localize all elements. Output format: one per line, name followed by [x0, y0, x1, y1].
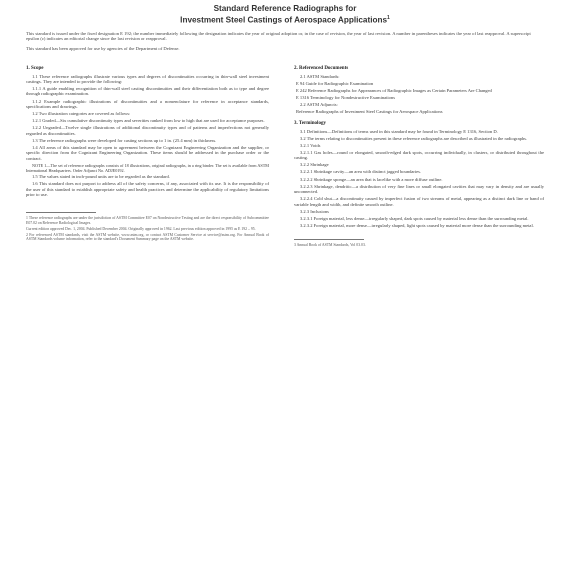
- paragraph: 1.3 The reference radiographs were developed for casting sections up to 1 in. (25.4 mm) in thickness.: [32, 137, 217, 143]
- paragraph: 3.2 The terms relating to discontinuities present in these reference radiographs are described as illustrated in the radiographs.: [300, 135, 528, 141]
- title-line-2: Investment Steel Castings of Aerospace Applications$^1$: [180, 14, 390, 25]
- paragraph: 1.2.1 Graded—Six cumulative discontinuity types and severities ranked from low to high that are used for acceptance purposes.: [32, 118, 265, 124]
- footnote-rule: [294, 239, 364, 240]
- footnote: 1 These reference radiographs are under the jurisdiction of ASTM Committee E07 on Nondestructive Testing and are the direct responsibility of Subcommittee E07.02 on Reference Radiological Images.: [26, 216, 269, 226]
- paragraph: 1.4 All areas of this standard may be open to agreement between the Cognizant Engineering Organization and the supplier, or specific direction from the Cognizant Engineering Organization. These items should be addressed in the purchase order or the contract.: [26, 144, 269, 161]
- footnote-rule: [26, 212, 96, 213]
- paragraph: 3.2.2.4 Cold shut—a discontinuity caused by imperfect fusion of two streams of metal, appearing as a distinct dark line or band of variable length and width, and definite smooth outline.: [294, 196, 544, 207]
- note: NOTE 1—The set of reference radiographs consists of 18 illustrations, original radiographs, in a ring binder. The set is available from ASTM International Headquarters. Order Adjunct No. ADJE0192.: [26, 162, 269, 173]
- footnote: 3 Annual Book of ASTM Standards, Vol 03.03.: [294, 242, 366, 247]
- paragraph: 3.2.2.2 Shrinkage sponge—an area that is lacelike with a more diffuse outline.: [300, 176, 443, 182]
- document-title: [26, 4, 544, 25]
- paragraph: 3.2.3 Inclusions: [300, 208, 329, 214]
- paragraph: 1.2.2 Ungraded—Twelve single illustrations of additional discontinuity types and of patterns and imperfections not generally regarded as discontinuities.: [26, 125, 269, 136]
- intro-block: [26, 31, 544, 52]
- paragraph: 2.2 ASTM Adjuncts:: [300, 101, 338, 107]
- section-heading-referenced-documents: 2. Referenced Documents: [294, 65, 349, 71]
- paragraph: 3.2.3.2 Foreign material, more dense—irregularly shaped, light spots caused by material more dense than the surrounding metal.: [300, 222, 534, 228]
- reference-item: E 1316 Terminology for Nondestructive Examinations: [296, 94, 395, 100]
- title-line-1: Standard Reference Radiographs for: [213, 4, 357, 13]
- reference-item: Reference Radiographs of Investment Steel Castings for Aerospace Applications: [296, 108, 443, 114]
- two-column-body: [26, 66, 544, 249]
- paragraph: 3.2.1 Voids: [300, 142, 321, 148]
- designation-statement: This standard is issued under the fixed designation E 192; the number immediately following the designation indicates the year of original adoption or, in the case of revision, the year of last revision. A number in parentheses indicates the year of last reapproval. A superscript epsilon (ε) indicates an editorial change since the last revision or reapproval.: [26, 30, 531, 42]
- paragraph: 1.1.2 Example radiographic illustrations of discontinuities and a nomenclature for reference in acceptance standards, specifications and drawings.: [26, 98, 269, 109]
- paragraph: 3.2.2.3 Shrinkage, dendritic—a distribution of very fine lines or small elongated cavities that may vary in density and are usually unconnected.: [294, 183, 544, 195]
- reference-item: E 242 Reference Radiographs for Appearances of Radiographic Images as Certain Parameters Are Changed: [296, 87, 492, 93]
- paragraph: 1.1.1 A guide enabling recognition of thin-wall steel casting discontinuities and their differentiation both as to type and degree through radiographic examination.: [26, 86, 269, 97]
- left-column: [26, 66, 269, 249]
- right-column: [294, 66, 544, 249]
- paragraph: 3.2.3.1 Foreign material, less dense—irregularly shaped, dark spots caused by material less dense than the surrounding metal.: [300, 215, 529, 221]
- reference-item: E 94 Guide for Radiographic Examination: [296, 80, 374, 86]
- section-heading-terminology: 3. Terminology: [294, 120, 326, 126]
- paragraph: 3.2.2 Shrinkage: [300, 162, 329, 168]
- paragraph: 3.2.1.1 Gas holes—round or elongated, smooth-edged dark spots, occurring individually, in clusters, or distributed throughout the casting.: [294, 149, 544, 161]
- paragraph: 3.1 Definitions—Definitions of terms used in this standard may be found in Terminology E 1316, Section D.: [300, 128, 498, 134]
- title-footnote-marker: 1: [387, 14, 390, 21]
- section-heading-scope: 1. Scope: [26, 65, 44, 71]
- paragraph: 1.5 The values stated in inch-pound units are to be regarded as the standard.: [32, 174, 170, 180]
- paragraph: 1.6 This standard does not purport to address all of the safety concerns, if any, associated with its use. It is the responsibility of the user of this standard to establish appropriate safety and health practices and determine the applicability of regulatory limitations prior to use.: [26, 181, 269, 198]
- paragraph: 1.1 These reference radiographs illustrate various types and degrees of discontinuities occurring in thin-wall steel investment castings. They are intended to provide the following:: [26, 73, 269, 84]
- approval-statement: This standard has been approved for use by agencies of the Department of Defense.: [26, 45, 180, 51]
- paragraph: 3.2.2.1 Shrinkage cavity—an area with distinct jagged boundaries.: [300, 169, 422, 175]
- paragraph: 1.2 Two illustration categories are covered as follows:: [32, 111, 131, 117]
- footnote: Current edition approved Dec. 1, 2004. Published December 2004. Originally approved in 1962. Last previous edition approved in 1995 as E 192 – 95.: [26, 226, 256, 231]
- paragraph: 2.1 ASTM Standards:: [300, 73, 340, 79]
- footnote: 2 For referenced ASTM standards, visit the ASTM website, www.astm.org, or contact ASTM Customer Service at service@astm.org. For Annual Book of ASTM Standards volume information, refer to the standard's Document Summary page on the ASTM website.: [26, 232, 269, 242]
